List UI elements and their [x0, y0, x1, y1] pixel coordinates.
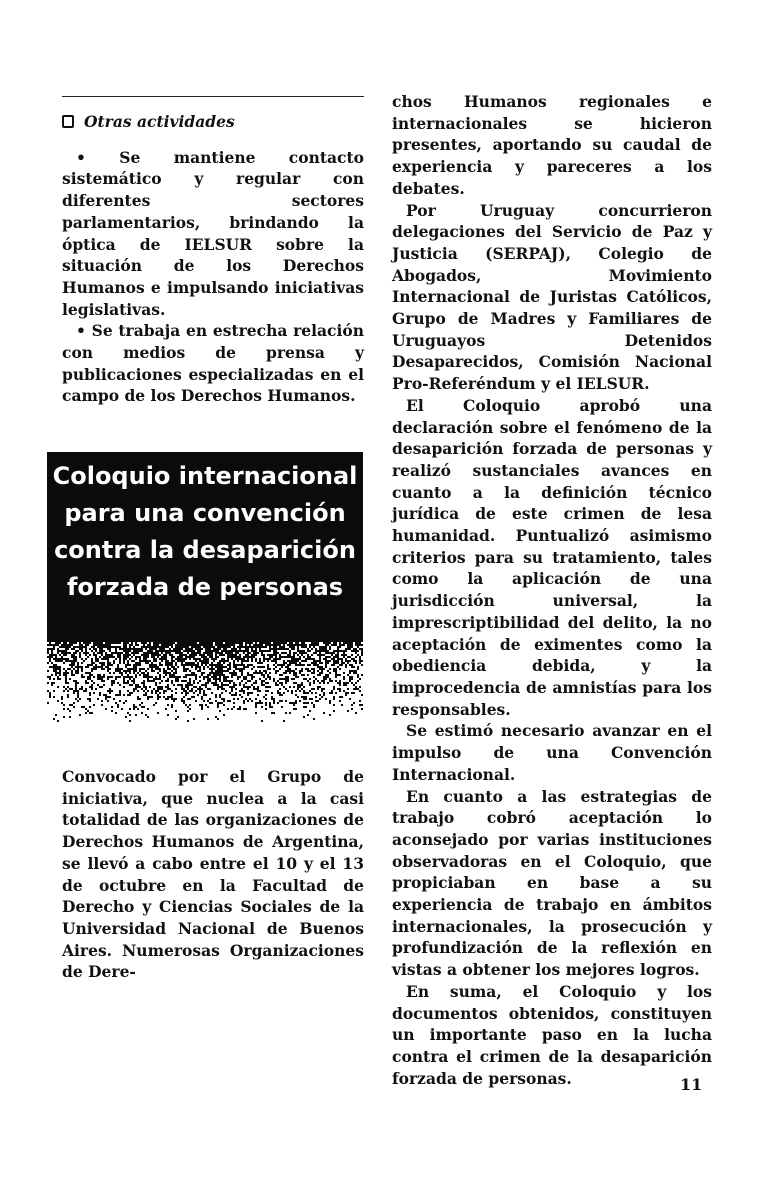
article-paragraph-4: En cuanto a las estrategias de trabajo cobró aceptación lo aconsejado por varias instituciones observadoras en el Coloquio, que propiciaban en base a su experiencia de trabajo en ámbitos internacionales, la prosecución y profundización de la reflexión en vistas a obtener los mejores logros.: [392, 786, 712, 980]
checkbox-icon: [62, 115, 74, 128]
section-heading: [62, 111, 364, 133]
section-title: Otras actividades: [84, 112, 235, 131]
article-paragraph-5: En suma, el Coloquio y los documentos obtenidos, constituyen un importante paso en la lucha contra el crimen de la desaparición forzada de personas.: [392, 981, 712, 1088]
left-column-top: [62, 96, 364, 407]
article-paragraph-2: El Coloquio aprobó una declaración sobre el fenómeno de la desaparición forzada de personas y realizó sustanciales avances en cuanto a la definición técnico jurídica de este crimen de lesa humanidad. Puntualizó asimismo criterios para su tratamiento, tales como la aplicación de una jurisdicción universal, la imprescriptibilidad del delito, la no aceptación de eximentes como la obediencia debida, y la improcedencia de amnistías para los responsables.: [392, 395, 712, 719]
page-number: 11: [680, 1075, 703, 1094]
article-paragraph-3: Se estimó necesario avanzar en el impulso de una Convención Internacional.: [392, 721, 712, 784]
banner-title: Coloquio internacional para una convención contra la desaparición forzada de personas: [52, 462, 358, 601]
article-paragraph-1: Por Uruguay concurrieron delegaciones del Servicio de Paz y Justicia (SERPAJ), Colegio de Abogados, Movimiento Internacional de Juristas Católicos, Grupo de Madres y Familiares de Uruguayos Detenidos Desaparecidos, Comisión Nacional Pro-Referéndum y el IELSUR.: [392, 200, 712, 394]
section-paragraph-1: • Se mantiene contacto sistemático y regular con diferentes sectores parlamentarios, brindando la óptica de IELSUR sobre la situación de los Derechos Humanos e impulsando iniciativas legislativas.: [62, 147, 364, 319]
article-banner: [47, 452, 363, 642]
article-continuation: chos Humanos regionales e internacionales se hicieron presentes, aportando su caudal de experiencia y pareceres a los debates.: [392, 92, 712, 198]
left-column-bottom: [62, 766, 364, 983]
article-intro: Convocado por el Grupo de iniciativa, que nuclea a la casi totalidad de las organizaciones de Derechos Humanos de Argentina, se llevó a cabo entre el 10 y el 13 de octubre en la Facultad de Derecho y Ciencias Sociales de la Universidad Nacional de Buenos Aires. Numerosas Organizaciones de Dere-: [62, 767, 364, 982]
section-divider: [62, 96, 364, 97]
section-paragraph-2: • Se trabaja en estrecha relación con medios de prensa y publicaciones especializadas en el campo de los Derechos Humanos.: [62, 321, 364, 406]
banner-dither-pattern: [47, 630, 363, 722]
right-column: [392, 91, 712, 1089]
